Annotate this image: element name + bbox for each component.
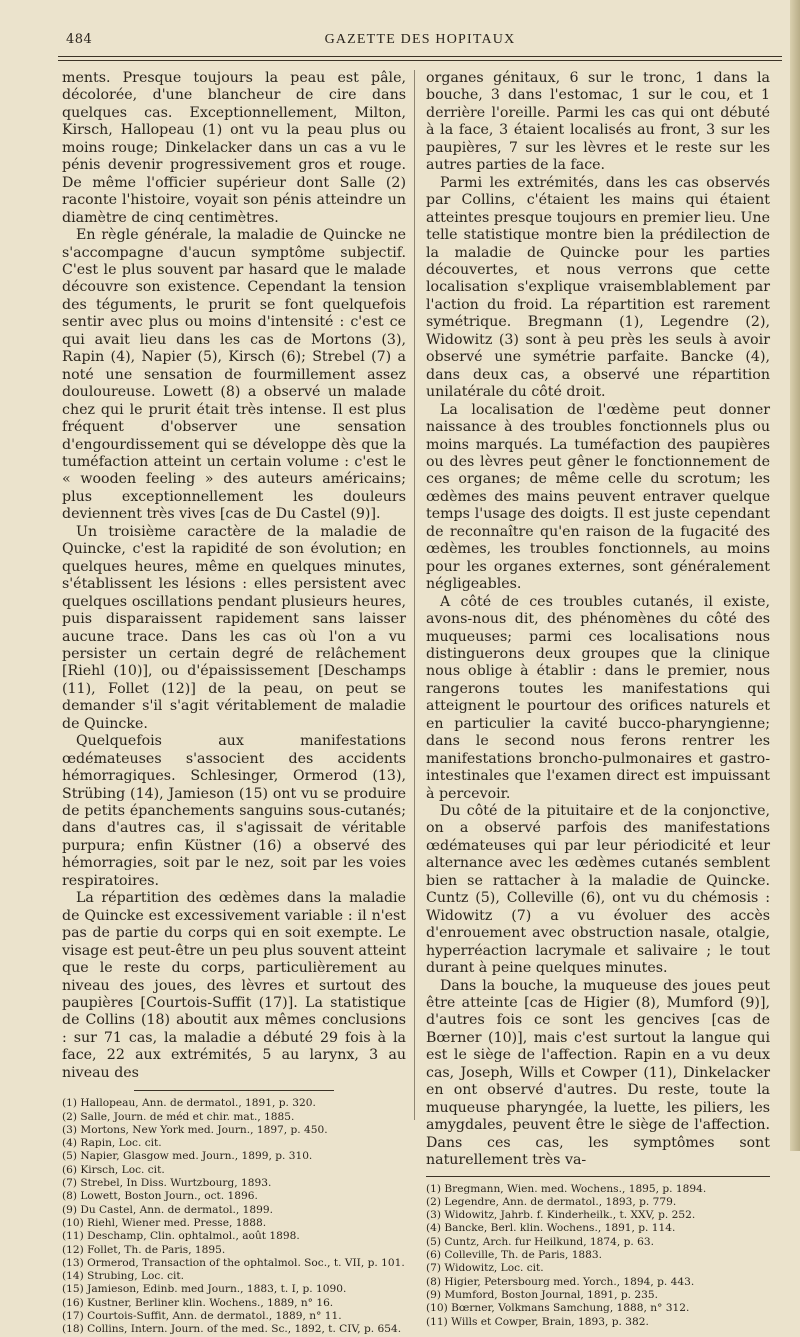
right-column: [426, 70, 770, 1329]
footnote: (6) Kirsch, Loc. cit.: [62, 1163, 165, 1176]
column-divider: [414, 70, 415, 1120]
footnote: (3) Widowitz, Jahrb. f. Kinderheilk., t. XXV, p. 252.: [426, 1209, 696, 1222]
footnote: (8) Higier, Petersbourg med. Yorch., 1894, p. 443.: [426, 1275, 695, 1288]
paragraph: Un troisième caractère de la maladie de Quincke, c'est la rapidité de son évolution; en quelques heures, même en quelques minutes, s'établissent les lésions : elles persistent avec quelques oscillations pendant plusieurs heures, puis disparaissent rapidement sans laisser aucune trace. Dans les cas où l'on a vu persister un certain degré de relâchement [Riehl (10)], ou d'épaississement [Deschamps (11), Follet (12)] de la peau, on peut se demander s'il s'agit véritablement de maladie de Quincke.: [62, 523, 406, 732]
footnote: (11) Deschamp, Clin. ophtalmol., août 1898.: [62, 1230, 300, 1243]
footnote: (14) Strubing, Loc. cit.: [62, 1270, 185, 1283]
paragraph: organes génitaux, 6 sur le tronc, 1 dans la bouche, 3 dans l'estomac, 1 sur le cou, et 1 derrière l'oreille. Parmi les cas qui ont débuté à la face, 3 étaient localisés au front, 3 sur les paupières, 7 sur les lèvres et le reste sur les autres parties de la face.: [426, 70, 770, 174]
paragraph: A côté de ces troubles cutanés, il existe, avons-nous dit, des phénomènes du côté des muqueuses; parmi ces localisations nous distinguerons deux groupes que la clinique nous oblige à établir : dans le premier, nous rangerons toutes les manifestations qui atteignent le pourtour des orifices naturels et en particulier la cavité bucco-pharyngienne; dans le second nous ferons rentrer les manifestations broncho-pulmonaires et gastro-intestinales que l'examen direct est impuissant à percevoir.: [426, 593, 770, 802]
header-rule: [58, 56, 782, 61]
paragraph: Dans la bouche, la muqueuse des joues peut être atteinte [cas de Higier (8), Mumford (9)], d'autres fois ce sont les gencives [cas de Bœrner (10)], mais c'est surtout la langue qui est le siège de l'affection. Rapin en a vu deux cas, Joseph, Wills et Cowper (11), Dinkelacker en ont observé d'autres. Du reste, toute la muqueuse pharyngée, la luette, les piliers, les amygdales, peuvent être le siège de l'affection. Dans ces cas, les symptômes sont naturellement très va-: [426, 977, 770, 1169]
footnote: (15) Jamieson, Edinb. med Journ., 1883, t. I, p. 1090.: [62, 1283, 347, 1296]
footnote: (17) Courtois-Suffit, Ann. de dermatol., 1889, n° 11.: [62, 1310, 342, 1323]
paragraph: ments. Presque toujours la peau est pâle, décolorée, d'une blancheur de cire dans quelques cas. Exceptionnellement, Milton, Kirsch, Hallopeau (1) ont vu la peau plus ou moins rouge; Dinkelacker dans un cas a vu le pénis devenir progressivement gros et rouge. De même l'officier supérieur dont Salle (2) raconte l'histoire, voyait son pénis atteindre un diamètre de cinq centimètres.: [62, 70, 406, 226]
footnote: (1) Bregmann, Wien. med. Wochens., 1895, p. 1894.: [426, 1182, 707, 1195]
paragraph: Du côté de la pituitaire et de la conjonctive, on a observé parfois des manifestations œdémateuses qui par leur périodicité et leur alternance avec les œdèmes cutanés semblent bien se rattacher à la maladie de Quincke. Cuntz (5), Colleville (6), ont vu du chémosis : Widowitz (7) a vu évoluer des accès d'enrouement avec obstruction nasale, otalgie, hyperréaction lacrymale et salivaire ; le tout durant à peine quelques minutes.: [426, 803, 770, 977]
journal-title: GAZETTE DES HOPITAUX: [324, 32, 516, 47]
footnote: (9) Du Castel, Ann. de dermatol., 1899.: [62, 1203, 273, 1216]
footnote: (12) Follet, Th. de Paris, 1895.: [62, 1243, 226, 1256]
paragraph: La répartition des œdèmes dans la maladie de Quincke est excessivement variable : il n'est pas de partie du corps qui en soit exempte. Le visage est peut-être un peu plus souvent atteint que le reste du corps, particulièrement au niveau des joues, des lèvres et surtout des paupières [Courtois-Suffit (17)]. La statistique de Collins (18) aboutit aux mêmes conclusions : sur 71 cas, la maladie a débuté 29 fois à la face, 22 aux extrémités, 5 au larynx, 3 au niveau des: [62, 890, 406, 1081]
footnote: (16) Kustner, Berliner klin. Wochens., 1889, n° 16.: [62, 1296, 334, 1309]
paragraph: Quelquefois aux manifestations œdémateuses s'associent des accidents hémorragiques. Schlesinger, Ormerod (13), Strübing (14), Jamieson (15) ont vu se produire de petits épanchements sanguins sous-cutanés; dans d'autres cas, il s'agissait de véritable purpura; enfin Küstner (16) a observé des hémorragies, soit par le nez, soit par les voies respiratoires.: [62, 733, 406, 889]
footnote: (18) Collins, Intern. Journ. of the med. Sc., 1892, t. CIV, p. 654.: [62, 1323, 402, 1336]
footnote: (2) Salle, Journ. de méd et chir. mat., 1885.: [62, 1110, 295, 1123]
footnotes-left: [62, 1097, 406, 1336]
left-column: [62, 70, 406, 1337]
footnote: (2) Legendre, Ann. de dermatol., 1893, p. 779.: [426, 1195, 677, 1208]
footnote: (10) Bœrner, Volkmans Samchung, 1888, n° 312.: [426, 1302, 690, 1315]
footnote: (5) Napier, Glasgow med. Journ., 1899, p. 310.: [62, 1150, 313, 1163]
footnote: (6) Colleville, Th. de Paris, 1883.: [426, 1249, 603, 1262]
page-edge: [790, 0, 800, 1151]
page-number: 484: [66, 32, 93, 47]
footnote: (13) Ormerod, Transaction of the ophtalmol. Soc., t. VII, p. 101.: [62, 1256, 405, 1269]
footnote: (4) Rapin, Loc. cit.: [62, 1137, 162, 1150]
footnote: (8) Lowett, Boston Journ., oct. 1896.: [62, 1190, 258, 1203]
paragraph: En règle générale, la maladie de Quincke ne s'accompagne d'aucun symptôme subjectif. C'est le plus souvent par hasard que le malade découvre son existence. Cependant la tension des téguments, le prurit se font quelquefois sentir avec plus ou moins d'intensité : c'est ce qui avait lieu dans les cas de Mortons (3), Rapin (4), Napier (5), Kirsch (6); Strebel (7) a noté une sensation de fourmillement assez douloureuse. Lowett (8) a observé un malade chez qui le prurit était très intense. Il est plus fréquent d'observer une sensation d'engourdissement qui se développe dès que la tuméfaction atteint un certain volume : c'est le « wooden feeling » des auteurs américains; plus exceptionnellement les douleurs deviennent très vives [cas de Du Castel (9)].: [62, 227, 406, 523]
footnote: (7) Widowitz, Loc. cit.: [426, 1262, 544, 1275]
footnote: (9) Mumford, Boston Journal, 1891, p. 235.: [426, 1288, 658, 1301]
footnote: (10) Riehl, Wiener med. Presse, 1888.: [62, 1216, 267, 1229]
footnote-rule: [426, 1176, 770, 1177]
footnote: (7) Strebel, In Diss. Wurtzbourg, 1893.: [62, 1177, 272, 1190]
footnote: (4) Bancke, Berl. klin. Wochens., 1891, p. 114.: [426, 1222, 676, 1235]
footnote-rule: [134, 1090, 334, 1091]
footnote: (11) Wills et Cowper, Brain, 1893, p. 382.: [426, 1315, 649, 1328]
page-header: [58, 28, 782, 58]
footnote: (1) Hallopeau, Ann. de dermatol., 1891, p. 320.: [62, 1097, 316, 1110]
footnotes-right: [426, 1183, 770, 1329]
footnote: (5) Cuntz, Arch. fur Heilkund, 1874, p. 63.: [426, 1235, 655, 1248]
paragraph: Parmi les extrémités, dans les cas observés par Collins, c'étaient les mains qui étaient atteintes presque toujours en premier lieu. Une telle statistique montre bien la prédilection de la maladie de Quincke pour les parties découvertes, et nous verrons que cette localisation s'explique vraisemblablement par l'action du froid. La répartition est rarement symétrique. Bregmann (1), Legendre (2), Widowitz (3) sont à peu près les seuls à avoir observé une symétrie parfaite. Bancke (4), dans deux cas, a observé une répartition unilatérale du côté droit.: [426, 174, 770, 401]
footnote: (3) Mortons, New York med. Journ., 1897, p. 450.: [62, 1123, 328, 1136]
paragraph: La localisation de l'œdème peut donner naissance à des troubles fonctionnels plus ou moins marqués. La tuméfaction des paupières ou des lèvres peut gêner le fonctionnement de ces organes; de même celle du scrotum; les œdèmes des mains peuvent entraver quelque temps l'usage des doigts. Il est juste cependant de reconnaître qu'en raison de la fugacité des œdèmes, les troubles fonctionnels, au moins pour les organes externes, sont généralement négligeables.: [426, 401, 770, 593]
